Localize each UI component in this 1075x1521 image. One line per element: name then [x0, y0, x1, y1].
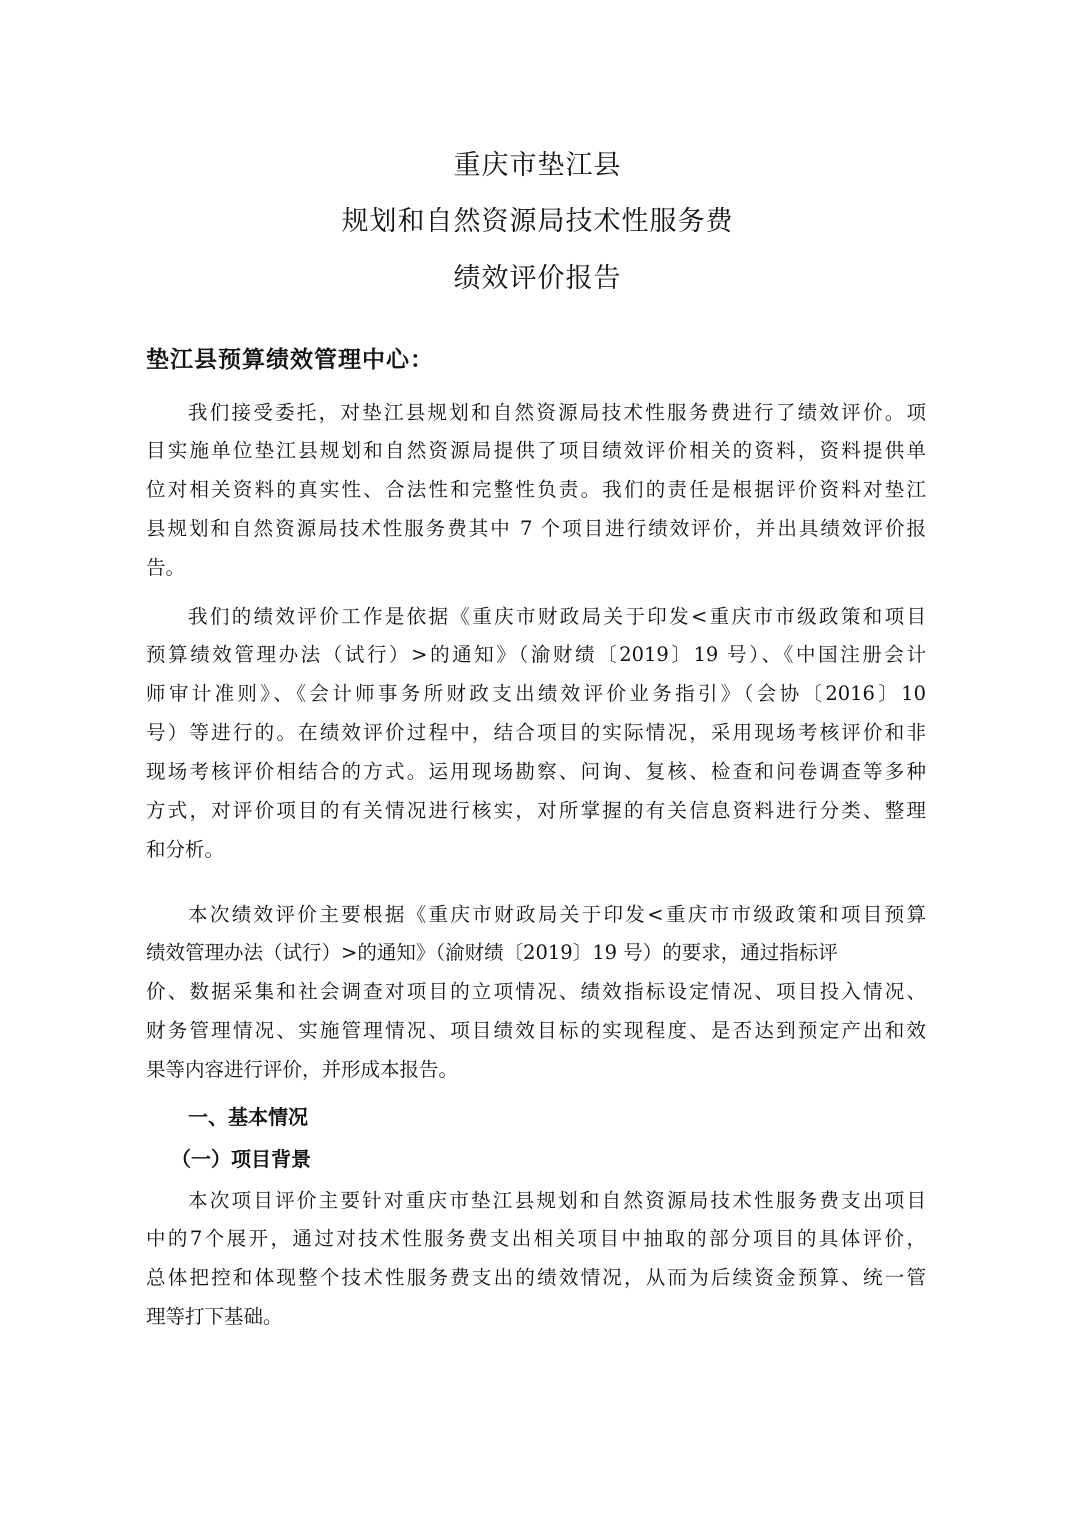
paragraph-line: 告。: [146, 556, 186, 579]
paragraph-line: 本次绩效评价主要根据《重庆市财政局关于印发<重庆市市级政策和项目预算: [188, 903, 926, 926]
paragraph-line: 价、数据采集和社会调查对项目的立项情况、绩效指标设定情况、项目投入情况、: [146, 980, 926, 1003]
paragraph-line: 目实施单位垫江县规划和自然资源局提供了项目绩效评价相关的资料，资料提供单: [146, 439, 926, 462]
paragraph-line: 方式，对评价项目的有关情况进行核实，对所掌握的有关信息资料进行分类、整理: [146, 799, 926, 822]
paragraph-line: 现场考核评价相结合的方式。运用现场勘察、问询、复核、检查和问卷调查等多种: [146, 760, 926, 783]
paragraph-line: 县规划和自然资源局技术性服务费其中 7 个项目进行绩效评价，并出具绩效评价报: [146, 517, 926, 540]
title-line-3: 绩效评价报告: [453, 263, 622, 294]
paragraph-line: 绩效管理办法（试行）>的通知》（渝财绩〔2019〕19 号）的要求，通过指标评: [146, 941, 838, 964]
paragraph-line: 我们接受委托，对垫江县规划和自然资源局技术性服务费进行了绩效评价。项: [188, 401, 926, 424]
paragraph-line: 和分析。: [146, 838, 225, 861]
paragraph-line: 理等打下基础。: [146, 1305, 283, 1328]
salutation: 垫江县预算绩效管理中心：: [146, 346, 434, 373]
paragraph-line: 果等内容进行评价，并形成本报告。: [146, 1058, 459, 1081]
title-line-2: 规划和自然资源局技术性服务费: [341, 206, 734, 237]
paragraph-line: 位对相关资料的真实性、合法性和完整性负责。我们的责任是根据评价资料对垫江: [146, 478, 926, 501]
paragraph-line: 中的7个展开，通过对技术性服务费支出相关项目中抽取的部分项目的具体评价，: [146, 1227, 926, 1250]
paragraph-line: 号）等进行的。在绩效评价过程中，结合项目的实际情况，采用现场考核评价和非: [146, 721, 926, 744]
paragraph-line: 本次项目评价主要针对重庆市垫江县规划和自然资源局技术性服务费支出项目: [188, 1189, 926, 1212]
subsection-heading: （一）项目背景: [171, 1147, 311, 1171]
paragraph-line: 总体把控和体现整个技术性服务费支出的绩效情况，从而为后续资金预算、统一管: [146, 1266, 926, 1289]
paragraph-line: 财务管理情况、实施管理情况、项目绩效目标的实现程度、是否达到预定产出和效: [146, 1019, 926, 1042]
section-heading: 一、基本情况: [188, 1105, 308, 1129]
title-line-1: 重庆市垫江县: [453, 150, 622, 181]
paragraph-line: 师审计准则》、《会计师事务所财政支出绩效评价业务指引》（会协〔2016〕10: [146, 682, 926, 705]
paragraph-line: 预算绩效管理办法（试行）>的通知》（渝财绩〔2019〕19 号）、《中国注册会计: [146, 643, 926, 666]
paragraph-line: 我们的绩效评价工作是依据《重庆市财政局关于印发<重庆市市级政策和项目: [188, 605, 926, 628]
